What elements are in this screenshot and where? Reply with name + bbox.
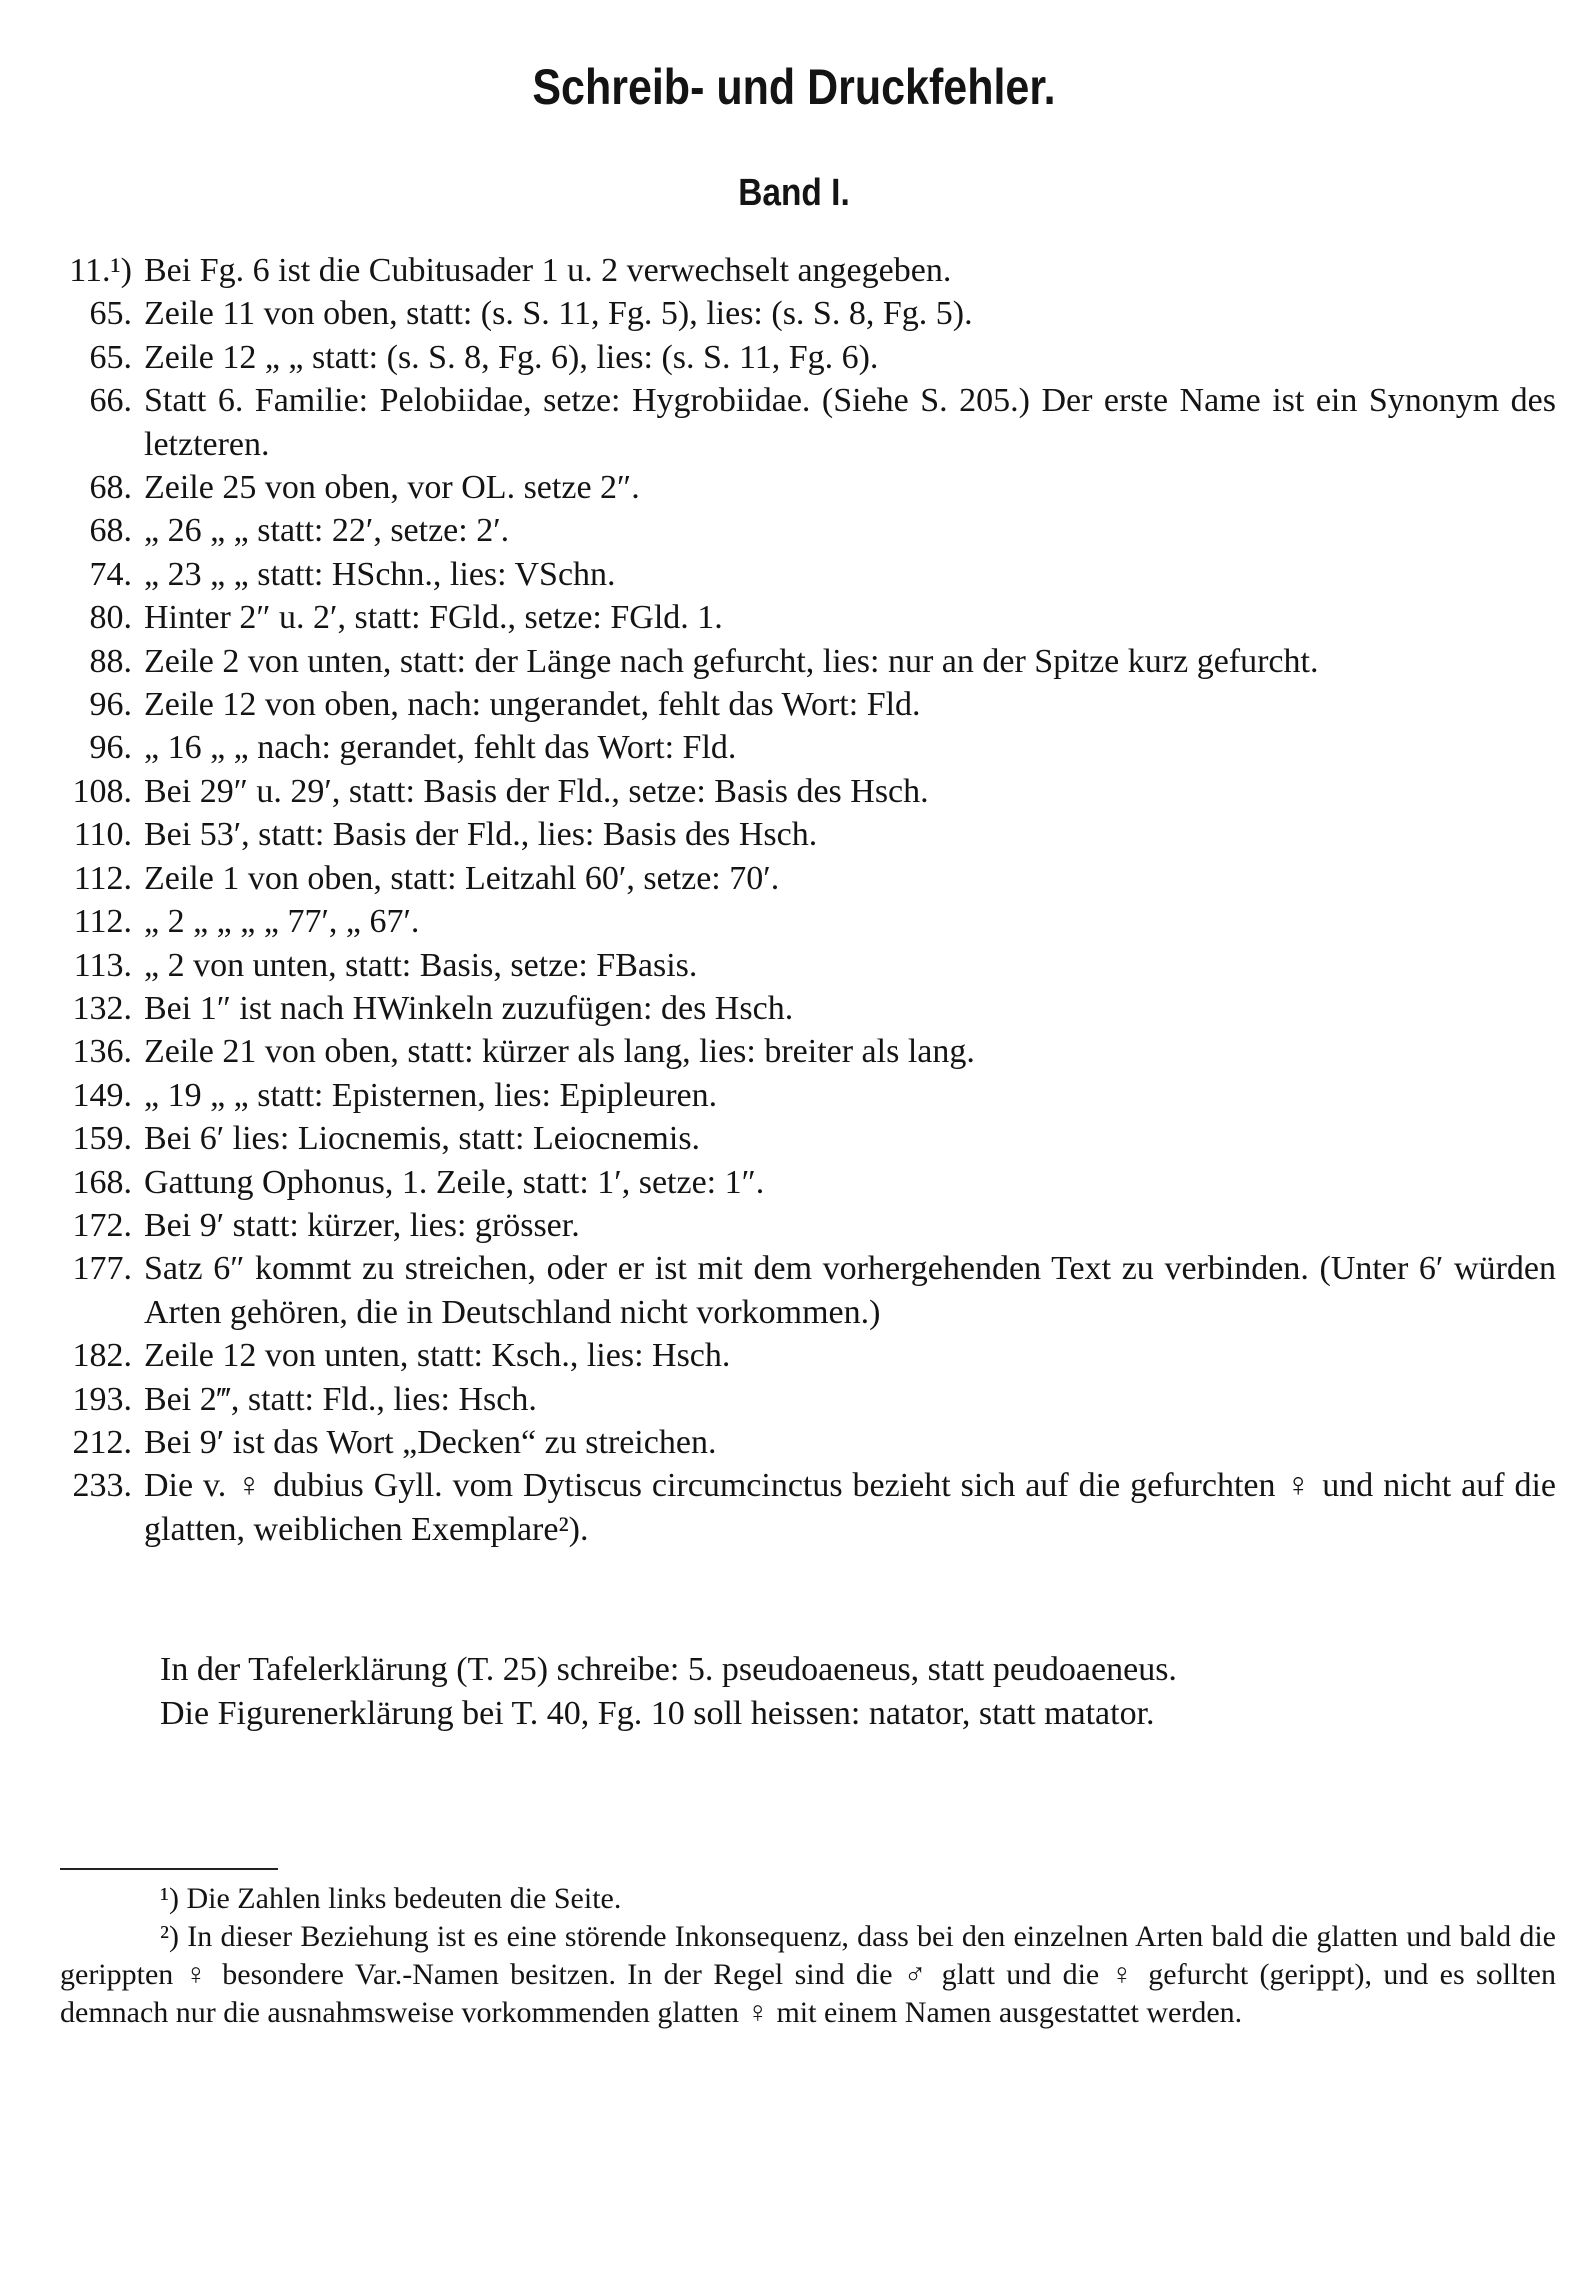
correction-text: Bei 53′, statt: Basis der Fld., lies: Basis des Hsch.: [144, 816, 818, 854]
correction-text: Bei 9′ statt: kürzer, lies: grösser.: [144, 1206, 580, 1244]
errata-row: [60, 1464, 1560, 1551]
footnote: ²) In dieser Beziehung ist es eine störende Inkonsequenz, dass bei den einzelnen Arten bald die glatten und bald die gerippten ♀ besondere Var.-Namen besitzen. In der Regel sind die ♂ glatt und die ♀ gefurcht (gerippt), und es sollten demnach nur die ausnahmsweise vorkommenden glatten ♀ mit einem Namen ausgestattet werden.: [60, 1920, 1556, 2029]
errata-row: [60, 987, 1560, 1030]
page-number: 65.: [89, 338, 132, 376]
page-number: 11.¹): [69, 252, 132, 289]
page-number: 132.: [72, 989, 132, 1027]
errata-row: [60, 1247, 1560, 1334]
page-number: 65.: [89, 295, 132, 333]
page-number: 136.: [72, 1033, 132, 1071]
errata-row: [60, 292, 1560, 335]
errata-row: [60, 640, 1560, 683]
correction-text: „ 23 „ „ statt: HSchn., lies: VSchn.: [144, 555, 616, 593]
page-number: 96.: [89, 729, 132, 767]
correction-text: Satz 6″ kommt zu streichen, oder er ist mit dem vorhergehenden Text zu verbinden. (Unter 6′ würden Arten gehören, die in Deutschland nicht vorkommen.): [144, 1250, 1556, 1331]
correction-text: Zeile 2 von unten, statt: der Länge nach gefurcht, lies: nur an der Spitze kurz gefurcht.: [144, 642, 1319, 680]
page-number: 74.: [89, 555, 132, 593]
correction-text: Bei 2‴, statt: Fld., lies: Hsch.: [144, 1380, 537, 1418]
errata-row: [60, 1161, 1560, 1204]
errata-row: [60, 1334, 1560, 1377]
correction-text: „ 2 „ „ „ „ 77′, „ 67′.: [144, 903, 420, 941]
page-number: 88.: [89, 642, 132, 680]
footnotes: [60, 1880, 1556, 2032]
correction-text: Zeile 12 von unten, statt: Ksch., lies: Hsch.: [144, 1337, 731, 1375]
page-number: 112.: [73, 859, 132, 897]
errata-row: [60, 1378, 1560, 1421]
errata-row: [60, 553, 1560, 596]
page-number: 80.: [89, 599, 132, 637]
correction-text: Zeile 1 von oben, statt: Leitzahl 60′, setze: 70′.: [144, 859, 780, 897]
correction-text: Gattung Ophonus, 1. Zeile, statt: 1′, setze: 1″.: [144, 1163, 765, 1201]
page-number: 159.: [72, 1120, 132, 1158]
errata-row: [60, 1117, 1560, 1160]
page-number: 172.: [72, 1206, 132, 1244]
page-number: 110.: [73, 816, 132, 854]
correction-text: Bei Fg. 6 ist die Cubitusader 1 u. 2 verwechselt angegeben.: [144, 252, 952, 289]
errata-row: [60, 336, 1560, 379]
page-number: 68.: [89, 469, 132, 507]
page-number: 233.: [72, 1467, 132, 1505]
note-paragraph: Die Figurenerklärung bei T. 40, Fg. 10 soll heissen: natator, statt matator.: [160, 1695, 1155, 1732]
errata-row: [60, 770, 1560, 813]
note-paragraph: In der Tafelerklärung (T. 25) schreibe: 5. pseudoaeneus, statt peudoaeneus.: [160, 1651, 1177, 1688]
section-heading: Band I.: [738, 172, 850, 214]
errata-row: [60, 466, 1560, 509]
page-number: 177.: [72, 1250, 132, 1288]
footnote-rule: [60, 1868, 278, 1870]
page-number: 182.: [72, 1337, 132, 1375]
correction-text: „ 26 „ „ statt: 22′, setze: 2′.: [144, 512, 510, 550]
page-number: 212.: [72, 1423, 132, 1461]
correction-text: Zeile 11 von oben, statt: (s. S. 11, Fg. 5), lies: (s. S. 8, Fg. 5).: [144, 295, 973, 333]
correction-text: Bei 1″ ist nach HWinkeln zuzufügen: des Hsch.: [144, 989, 794, 1027]
errata-row: [60, 857, 1560, 900]
page-number: 168.: [72, 1163, 132, 1201]
footnote: ¹) Die Zahlen links bedeuten die Seite.: [160, 1882, 622, 1915]
page-number: 68.: [89, 512, 132, 550]
errata-row: [60, 726, 1560, 769]
page-number: 113.: [73, 946, 132, 984]
correction-text: „ 16 „ „ nach: gerandet, fehlt das Wort: Fld.: [144, 729, 737, 767]
page-number: 96.: [89, 686, 132, 724]
correction-text: „ 2 von unten, statt: Basis, setze: FBasis.: [144, 946, 698, 984]
errata-row: [60, 683, 1560, 726]
page-number: 66.: [89, 382, 132, 420]
correction-text: Zeile 25 von oben, vor OL. setze 2″.: [144, 469, 640, 507]
correction-text: Bei 6′ lies: Liocnemis, statt: Leiocnemis.: [144, 1120, 701, 1158]
errata-row: [60, 813, 1560, 856]
errata-row: [60, 1421, 1560, 1464]
errata-row: [60, 379, 1560, 466]
page-number: 149.: [72, 1076, 132, 1114]
correction-text: Bei 9′ ist das Wort „Decken“ zu streichen.: [144, 1423, 717, 1461]
correction-text: „ 19 „ „ statt: Episternen, lies: Epipleuren.: [144, 1076, 718, 1114]
page-number: 112.: [73, 903, 132, 941]
correction-text: Zeile 12 „ „ statt: (s. S. 8, Fg. 6), lies: (s. S. 11, Fg. 6).: [144, 338, 879, 376]
correction-text: Bei 29″ u. 29′, statt: Basis der Fld., setze: Basis des Hsch.: [144, 772, 929, 810]
correction-text: Statt 6. Familie: Pelobiidae, setze: Hygrobiidae. (Siehe S. 205.) Der erste Name ist ein Synonym des letzteren.: [144, 382, 1556, 463]
correction-text: Die v. ♀ dubius Gyll. vom Dytiscus circumcinctus bezieht sich auf die gefurchten ♀ und nicht auf die glatten, weiblichen Exemplare²).: [144, 1467, 1556, 1548]
correction-text: Hinter 2″ u. 2′, statt: FGld., setze: FGld. 1.: [144, 599, 723, 637]
page-number: 193.: [72, 1380, 132, 1418]
errata-row: [60, 596, 1560, 639]
correction-text: Zeile 12 von oben, nach: ungerandet, fehlt das Wort: Fld.: [144, 686, 921, 724]
errata-row: [60, 1204, 1560, 1247]
errata-row: [60, 944, 1560, 987]
errata-row: [60, 900, 1560, 943]
errata-row: [60, 249, 1560, 292]
errata-row: [60, 1074, 1560, 1117]
page-number: 108.: [72, 772, 132, 810]
errata-row: [60, 509, 1560, 552]
correction-text: Zeile 21 von oben, statt: kürzer als lang, lies: breiter als lang.: [144, 1033, 975, 1071]
errata-list: [60, 249, 1560, 1551]
errata-row: [60, 1030, 1560, 1073]
page-title: Schreib- und Druckfehler.: [532, 59, 1056, 115]
plate-notes: [60, 1648, 1556, 1736]
